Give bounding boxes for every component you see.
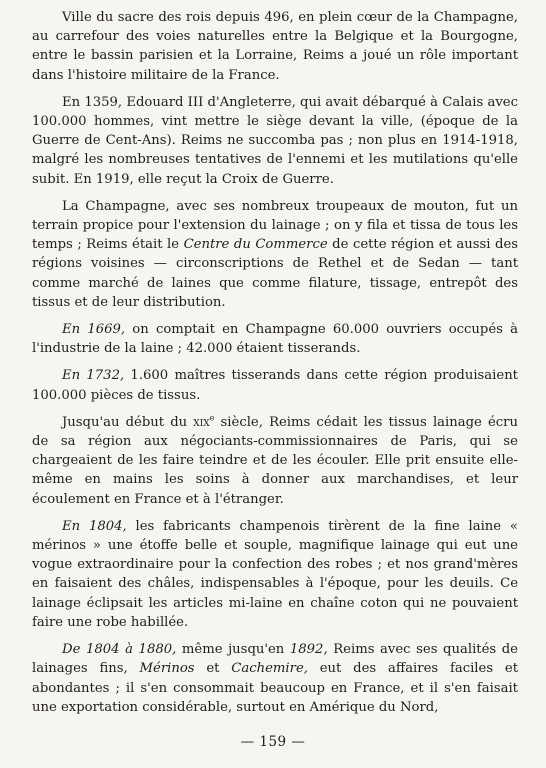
paragraph-1732 [32,366,518,404]
date-emphasis: 1892, [289,642,328,658]
paragraph-text: Jusqu'au début du [62,414,194,430]
century-numeral: xix [193,414,210,430]
date-emphasis: En 1732, [62,368,125,384]
paragraph-sieges: En 1359, Edouard III d'Angleterre, qui avait débarqué à Calais avec 100.000 hommes, vint mettre le siège devant la ville, (époque de la Guerre de Cent-Ans). Reims ne succomba pas ; non plus en 1914-1918, malgré les nombreuses tentatives de l'ennemi et les mutilations qu'elle subit. En 1919, elle reçut la Croix de Guerre. [32,94,518,187]
paragraph-1804-1880 [32,640,518,717]
paragraph-text: de cette région et aussi des régions voisines — circonscriptions de Rethel et de Sedan — tant comme marché de laines que comme filature, tissage, entrepôt des tissus et de leur distribution. [32,237,519,310]
fabric-name: Mérinos [139,661,195,677]
paragraph-text: on comptait en Champagne 60.000 ouvriers occupés à l'industrie de la laine ; 42.000 étaient tisserands. [32,322,518,357]
paragraph-19th-century [32,413,518,509]
paragraph-champagne-wool [32,197,518,312]
paragraph-reims-history: Ville du sacre des rois depuis 496, en plein cœur de la Champagne, au carrefour des voies naturelles entre la Belgique et la Bourgogne, entre le bassin parisien et la Lorraine, Reims a joué un rôle important dans l'histoire militaire de la France. [32,10,518,83]
paragraph-text: 1.600 maîtres tisserands dans cette région produisaient 100.000 pièces de tissus. [32,368,518,403]
paragraph-text: siècle, Reims cédait les tissus lainage écru de sa région aux négociants-commissionnaires de Paris, qui se chargeaient de les faire teindre et de les écouler. Elle prit ensuite elle-même en mains les soins à donner aux marchandises, et leur écoulement en France et à l'étranger. [32,414,518,507]
fabric-name: Cachemire, [231,661,308,677]
paragraph-text: même jusqu'en [176,642,290,658]
paragraph-1669 [32,320,518,358]
paragraph-text: les fabricants champenois tirèrent de la fine laine « mérinos » une étoffe belle et souple, magnifique lainage qui eut une vogue extraordinaire pour la confection des robes ; et nos grand'mères en faisaient des châles, indispensables à l'époque, pour les deuils. Ce lainage éclipsait les articles mi-laine en chaîne coton qui ne pouvaient faire une robe habillée. [32,518,518,630]
date-emphasis: En 1804, [62,518,127,534]
date-emphasis: De 1804 à 1880, [62,642,177,658]
page-number: — 159 — [240,734,306,750]
paragraph-text: eut des affaires faciles et abondantes ; il s'en consommait beaucoup en France, et il s'en faisait une exportation considérable, surtout en Amérique du Nord, [32,661,518,715]
paragraph-text: La Champagne, avec ses nombreux troupeaux de mouton, fut un terrain propice pour l'extension du lainage ; on y fila et tissa de tous les temps ; Reims était le [32,198,518,253]
paragraph-1804 [32,517,518,632]
paragraph-text: et [194,661,232,677]
paragraph-text: Reims avec ses qualités de lainages fins, [32,642,518,677]
date-emphasis: En 1669, [62,322,126,338]
emphasis-text: Centre du Commerce [183,237,328,253]
century-superscript: e [209,413,215,423]
